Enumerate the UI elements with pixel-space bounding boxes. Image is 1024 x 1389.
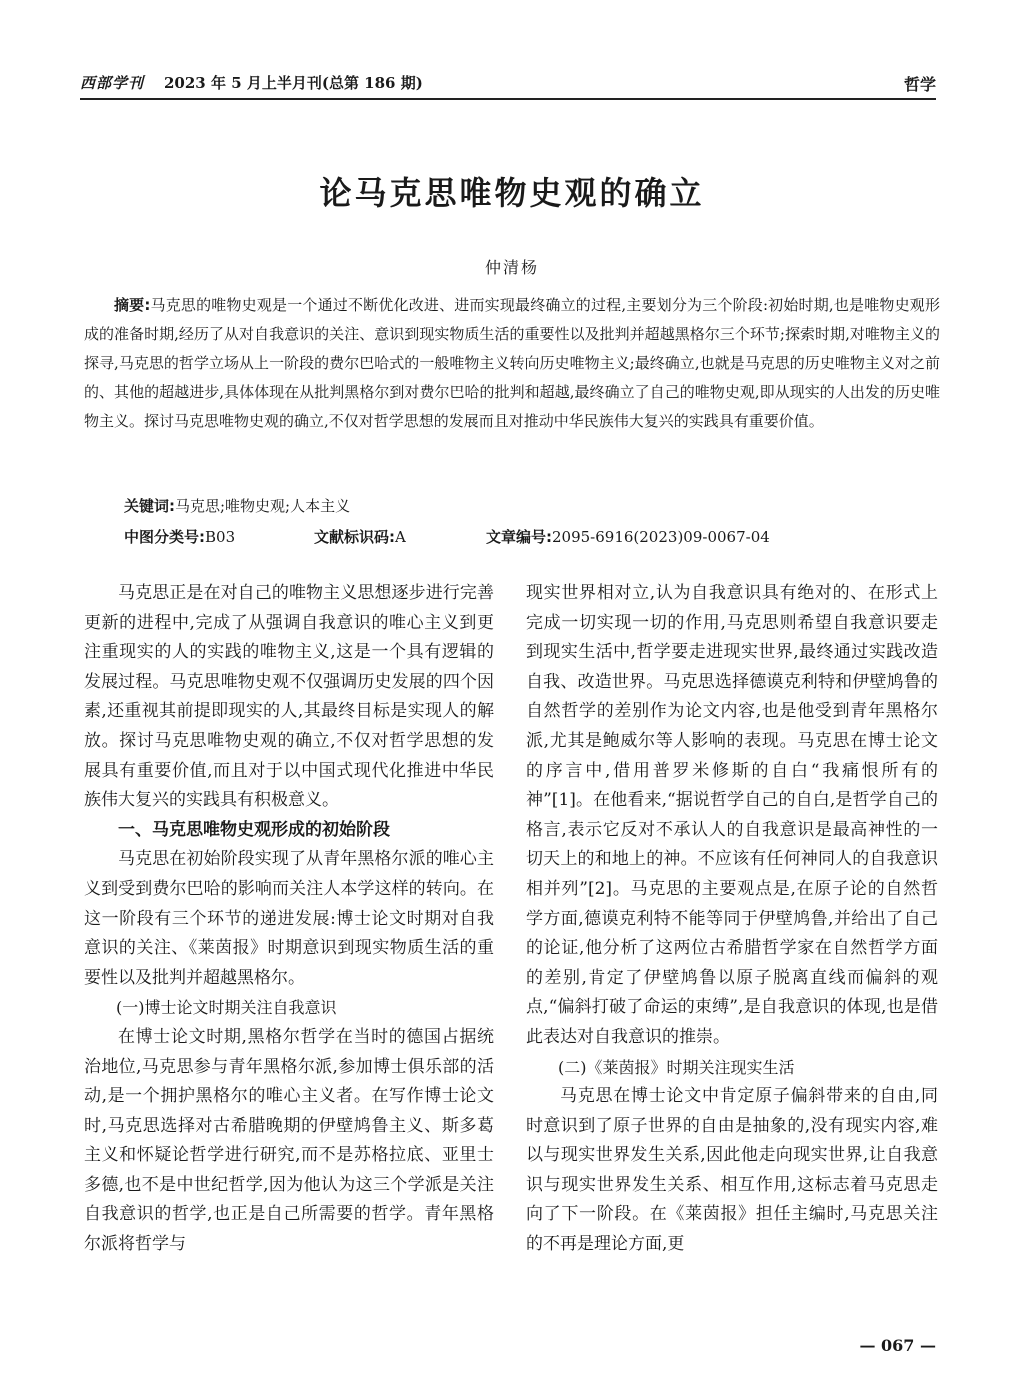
- subsection-heading: (一)博士论文时期关注自我意识: [116, 998, 337, 1018]
- article-number-label: 文章编号:: [486, 528, 552, 546]
- body-column-left: [84, 579, 494, 1260]
- page-number: — 067 —: [859, 1336, 936, 1355]
- journal-logo: 西部学刊: [80, 74, 145, 92]
- classification-row: [124, 526, 924, 548]
- body-column-right: [526, 579, 938, 1260]
- issue-info: 2023 年 5 月上半月刊(总第 186 期): [164, 74, 423, 92]
- section-label: 哲学: [903, 75, 936, 94]
- author-name: 仲清杨: [484, 258, 539, 277]
- keywords-value: 马克思;唯物史观;人本主义: [175, 497, 351, 515]
- doc-code: [314, 526, 406, 547]
- keywords-label: 关键词:: [124, 497, 175, 515]
- abstract: [84, 291, 940, 436]
- body-paragraph: 马克思正是在对自己的唯物主义思想逐步进行完善更新的进程中,完成了从强调自我意识的唯心主义到更注重现实的人的实践的唯物主义,这是一个具有逻辑的发展过程。马克思唯物史观不仅强调历史发展的四个因素,还重视其前提即现实的人,其最终目标是实现人的解放。探讨马克思唯物史观的确立,不仅对哲学思想的发展具有重要价值,而且对于以中国式现代化推进中华民族伟大复兴的实践具有积极意义。: [84, 583, 494, 811]
- header-rule: [80, 98, 936, 100]
- body-paragraph: 马克思在博士论文中肯定原子偏斜带来的自由,同时意识到了原子世界的自由是抽象的,没有现实内容,难以与现实世界发生关系,因此他走向现实世界,让自我意识与现实世界发生关系、相互作用,这标志着马克思走向了下一阶段。在《莱茵报》担任主编时,马克思关注的不再是理论方面,更: [526, 1086, 938, 1255]
- classification: [124, 526, 235, 547]
- doc-code-label: 文献标识码:: [314, 528, 395, 546]
- classification-label: 中图分类号:: [124, 528, 205, 546]
- body-paragraph: 马克思在初始阶段实现了从青年黑格尔派的唯心主义到受到费尔巴哈的影响而关注人本学这样的转向。在这一阶段有三个环节的递进发展:博士论文时期对自我意识的关注、《莱茵报》时期意识到现实物质生活的重要性以及批判并超越黑格尔。: [84, 849, 494, 988]
- running-header: [80, 72, 936, 100]
- keywords: [124, 495, 350, 516]
- body-paragraph: 在博士论文时期,黑格尔哲学在当时的德国占据统治地位,马克思参与青年黑格尔派,参加博士俱乐部的活动,是一个拥护黑格尔的唯心主义者。在写作博士论文时,马克思选择对古希腊晚期的伊壁鸠鲁主义、斯多葛主义和怀疑论哲学进行研究,而不是苏格拉底、亚里士多德,也不是中世纪哲学,因为他认为这三个学派是关注自我意识的哲学,也正是自己所需要的哲学。青年黑格尔派将哲学与: [84, 1026, 494, 1255]
- abstract-label: 摘要:: [114, 296, 151, 314]
- subsection-heading: (二)《莱茵报》时期关注现实生活: [558, 1057, 795, 1077]
- doc-code-value: A: [395, 528, 406, 546]
- classification-value: B03: [205, 528, 236, 546]
- article-title: 论马克思唯物史观的确立: [319, 174, 705, 212]
- section-heading: 一、马克思唯物史观形成的初始阶段: [118, 819, 390, 840]
- body-paragraph: 现实世界相对立,认为自我意识具有绝对的、在形式上完成一切实现一切的作用,马克思则希望自我意识要走到现实生活中,哲学要走进现实世界,最终通过实践改造自我、改造世界。马克思选择德谟克利特和伊壁鸠鲁的自然哲学的差别作为论文内容,也是他受到青年黑格尔派,尤其是鲍威尔等人影响的表现。马克思在博士论文的序言中,借用普罗米修斯的自白“我痛恨所有的神”[1]。在他看来,“据说哲学自己的自白,是哲学自己的格言,表示它反对不承认人的自我意识是最高神性的一切天上的和地上的神。不应该有任何神同人的自我意识相并列”[2]。马克思的主要观点是,在原子论的自然哲学方面,德谟克利特不能等同于伊壁鸠鲁,并给出了自己的论证,他分析了这两位古希腊哲学家在自然哲学方面的差别,肯定了伊壁鸠鲁以原子脱离直线而偏斜的观点,“偏斜打破了命运的束缚”,是自我意识的体现,也是借此表达对自我意识的推崇。: [526, 583, 938, 1047]
- article-number-value: 2095-6916(2023)09-0067-04: [552, 528, 770, 546]
- article-number: [486, 526, 770, 547]
- abstract-text: 马克思的唯物史观是一个通过不断优化改进、进而实现最终确立的过程,主要划分为三个阶段:初始时期,也是唯物史观形成的准备时期,经历了从对自我意识的关注、意识到现实物质生活的重要性以及批判并超越黑格尔三个环节;探索时期,对唯物主义的探寻,马克思的哲学立场从上一阶段的费尔巴哈式的一般唯物主义转向历史唯物主义;最终确立,也就是马克思的历史唯物主义对之前的、其他的超越进步,具体体现在从批判黑格尔到对费尔巴哈的批判和超越,最终确立了自己的唯物史观,即从现实的人出发的历史唯物主义。探讨马克思唯物史观的确立,不仅对哲学思想的发展而且对推动中华民族伟大复兴的实践具有重要价值。: [84, 296, 940, 430]
